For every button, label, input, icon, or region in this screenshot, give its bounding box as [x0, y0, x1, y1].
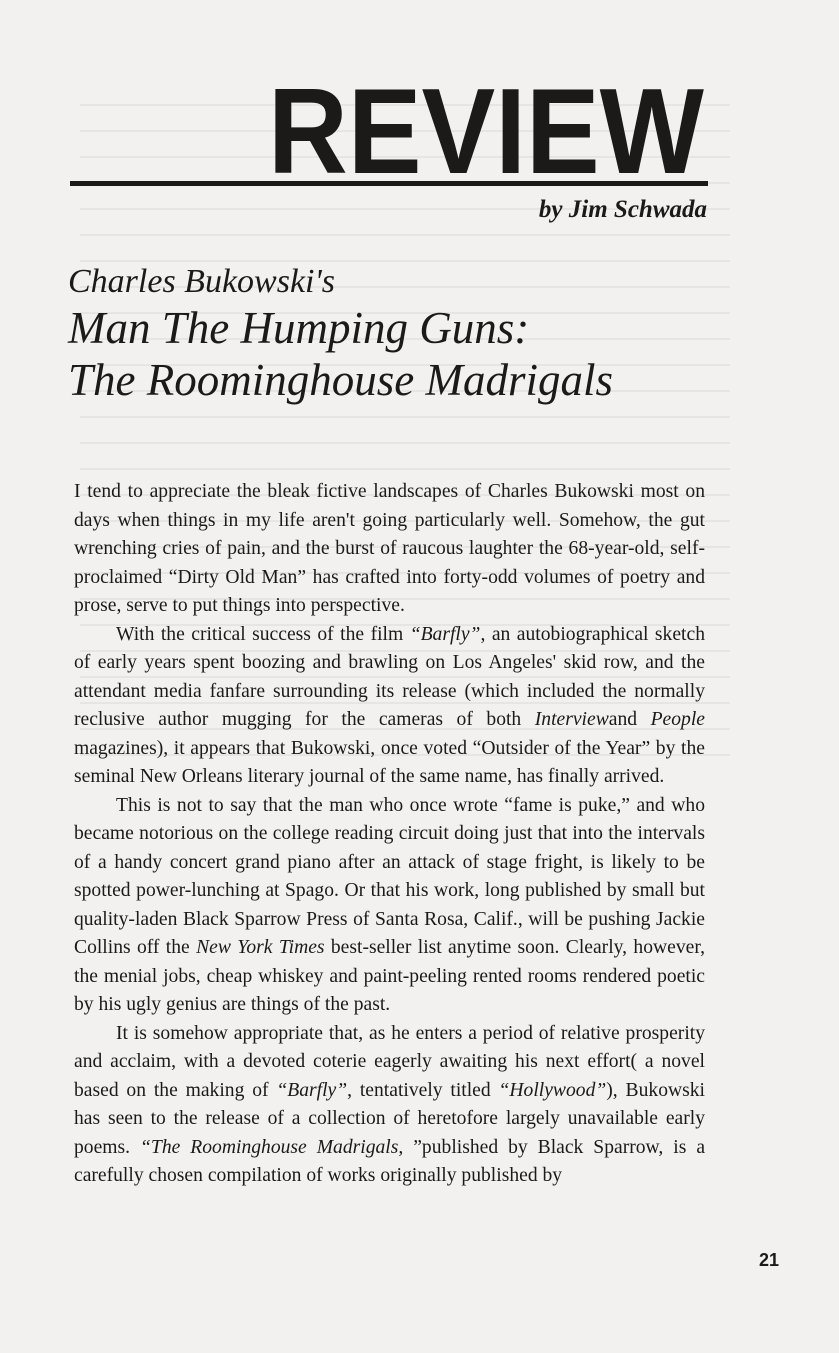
- section-heading: [268, 70, 708, 180]
- title-kicker: Charles Bukowski's: [68, 263, 335, 300]
- paragraph-3: This is not to say that the man who once wrote “fame is puke,” and who became notorious on the college reading circuit doing just that into the intervals of a handy concert grand piano after an attack of stage fright, is likely to be spotted power-lunching at Spago. Or that his work, long published by small but quality-laden Black Sparrow Press of Santa Rosa, Calif., will be pushing Jackie Collins off the New York Times best-seller list anytime soon. Clearly, however, the menial jobs, cheap whiskey and paint-peeling rented rooms rendered poetic by his ugly genius are things of the past.: [74, 794, 705, 1015]
- paragraph-4: It is somehow appropriate that, as he enters a period of relative prosperity and acclaim, with a devoted coterie eagerly awaiting his next effort( a novel based on the making of “Barfly”, tentatively titled “Hollywood”), Bukowski has seen to the release of a collection of heretofore largely unavailable early poems. “The Roominghouse Madrigals, ”published by Black Sparrow, is a carefully chosen compilation of works originally published by: [74, 1022, 706, 1186]
- article-body: [74, 478, 705, 1191]
- heading-rule: [70, 181, 708, 186]
- section-heading-text: REVIEW: [268, 70, 705, 180]
- paragraph-1: I tend to appreciate the bleak fictive landscapes of Charles Bukowski most on days when things in my life aren't going particularly well. Somehow, the gut wrenching cries of pain, and the burst of raucous laughter the 68-year-old, self-proclaimed “Dirty Old Man” has crafted into forty-odd volumes of poetry and prose, serve to put things into perspective.: [74, 481, 705, 616]
- paragraph-2: With the critical success of the film “Barfly”, an autobiographical sketch of early years spent boozing and brawling on Los Angeles' skid row, and the attendant media fanfare surrounding its release (which included the normally reclusive author mugging for the cameras of both Interviewand People magazines), it appears that Bukowski, once voted “Outsider of the Year” by the seminal New Orleans literary journal of the same name, has finally arrived.: [74, 623, 705, 787]
- title-line-2: The Roominghouse Madrigals: [68, 355, 613, 405]
- article-title: [68, 262, 748, 406]
- byline: by Jim Schwada: [538, 196, 707, 223]
- page-number: 21: [759, 1250, 780, 1270]
- title-line-1: Man The Humping Guns:: [68, 303, 530, 353]
